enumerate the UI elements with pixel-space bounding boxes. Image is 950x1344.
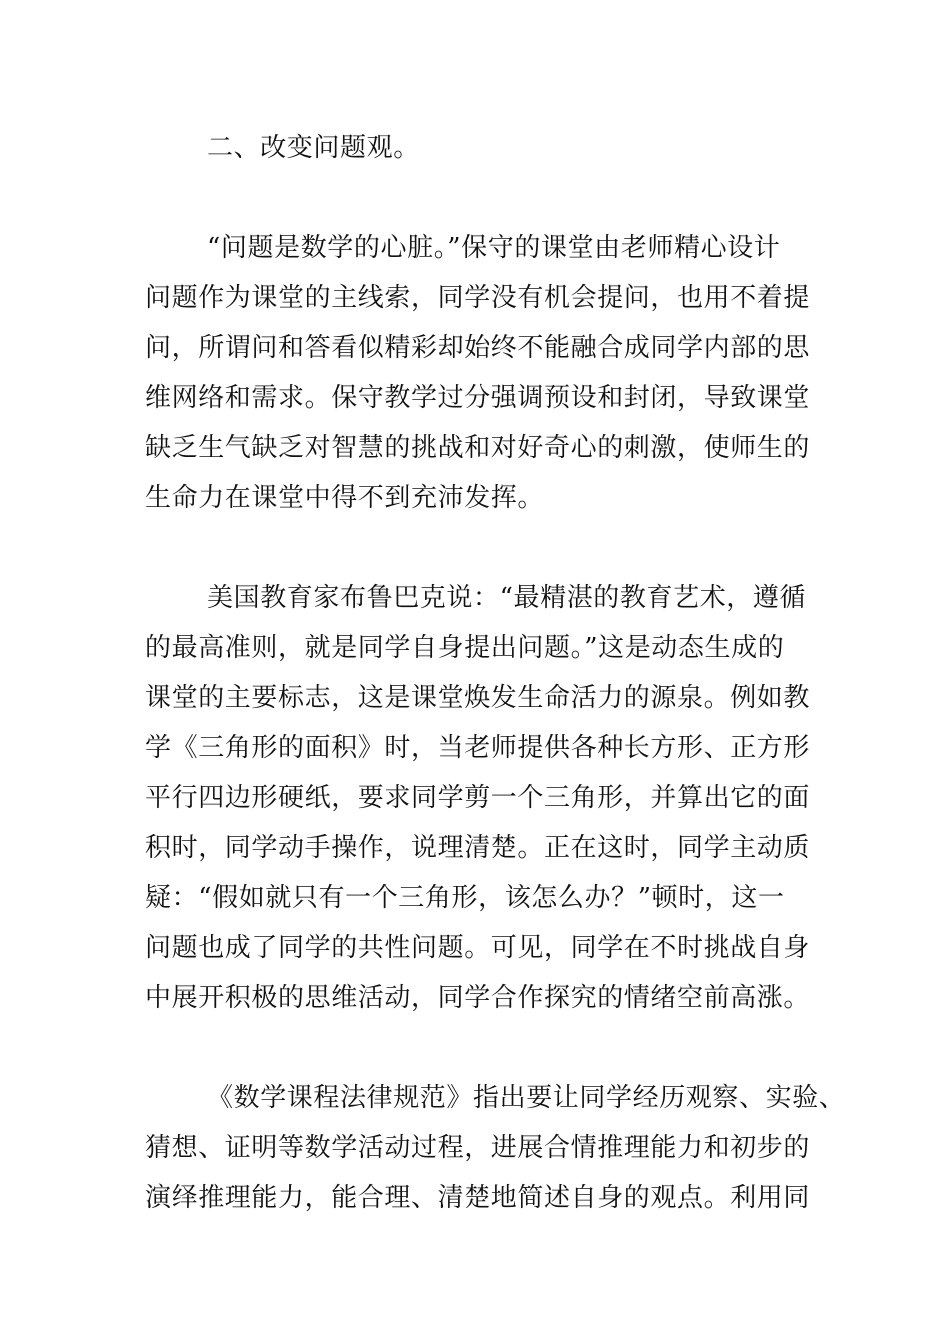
paragraph-line: 生命力在课堂中得不到充沛发挥。 — [145, 483, 545, 513]
paragraph-line: 平行四边形硬纸，要求同学剪一个三角形，并算出它的面 — [145, 783, 811, 813]
paragraph-line: 学《三角形的面积》时，当老师提供各种长方形、正方形 — [145, 733, 811, 763]
paragraph-line: 问题作为课堂的主线索，同学没有机会提问，也用不着提 — [145, 283, 811, 313]
paragraph-line: 维网络和需求。保守教学过分强调预设和封闭，导致课堂 — [145, 383, 811, 413]
paragraph-line: 课堂的主要标志，这是课堂焕发生命活力的源泉。例如教 — [145, 683, 811, 713]
paragraph-line: 问题也成了同学的共性问题。可见，同学在不时挑战自身 — [145, 933, 811, 963]
paragraph-line: 积时，同学动手操作，说理清楚。正在这时，同学主动质 — [145, 833, 811, 863]
paragraph-line: “问题是数学的心脏。”保守的课堂由老师精心设计 — [207, 233, 781, 263]
section-heading: 二、改变问题观。 — [207, 133, 420, 163]
paragraph-line: 问，所谓问和答看似精彩却始终不能融合成同学内部的思 — [145, 333, 811, 363]
paragraph-line: 疑：“假如就只有一个三角形，该怎么办？”顿时，这一 — [145, 883, 785, 913]
paragraph-line: 美国教育家布鲁巴克说：“最精湛的教育艺术，遵循 — [207, 583, 807, 613]
paragraph-line: 演绎推理能力，能合理、清楚地简述自身的观点。利用同 — [145, 1183, 811, 1213]
paragraph-line: 猜想、证明等数学活动过程，进展合情推理能力和初步的 — [145, 1133, 811, 1163]
paragraph-line: 缺乏生气缺乏对智慧的挑战和对好奇心的刺激，使师生的 — [145, 433, 811, 463]
paragraph-line: 中展开积极的思维活动，同学合作探究的情绪空前高涨。 — [145, 983, 811, 1013]
paragraph-line: 《数学课程法律规范》指出要让同学经历观察、实验、 — [207, 1083, 846, 1113]
paragraph-line: 的最高准则，就是同学自身提出问题。”这是动态生成的 — [145, 633, 785, 663]
